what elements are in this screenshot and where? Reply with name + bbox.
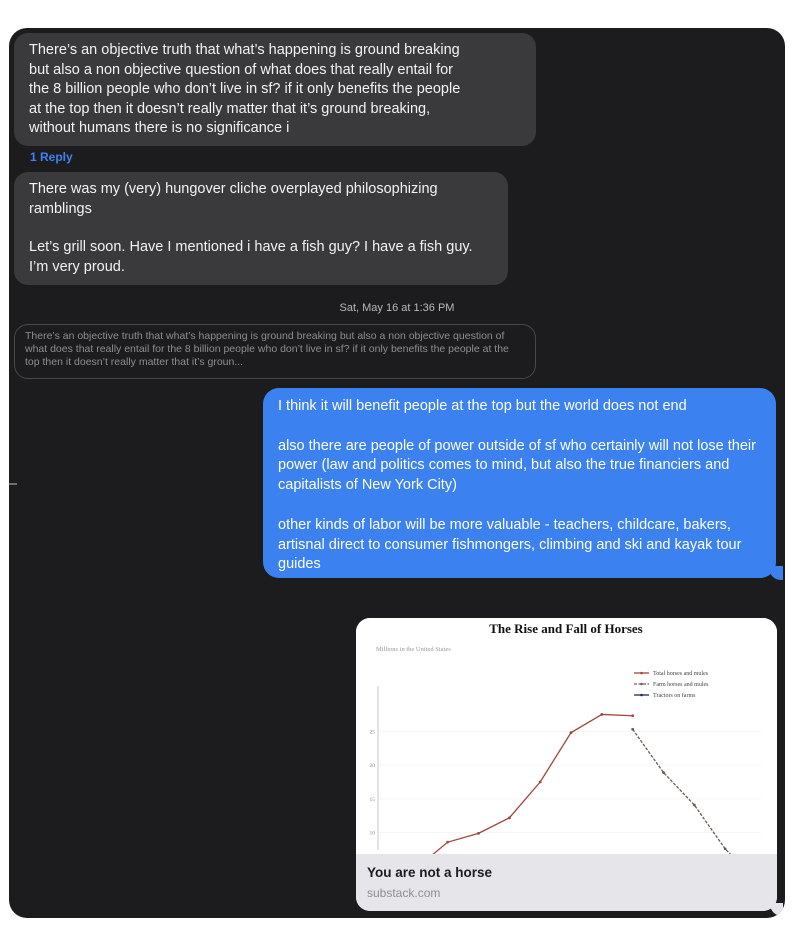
legend-label: Total horses and mules — [653, 671, 709, 677]
legend-label: Tractors on farms — [653, 693, 696, 699]
data-point — [570, 731, 573, 734]
message-bubble-incoming-1[interactable] — [14, 33, 536, 146]
chart-title: The Rise and Fall of Horses — [489, 621, 643, 636]
link-preview-footer — [356, 854, 777, 911]
message-paragraph: other kinds of labor will be more valuable - teachers, childcare, bakers, artisnal direct to consumer fishmongers, climbing and ski and kayak tour guides — [278, 516, 742, 573]
data-point — [446, 841, 449, 844]
data-point — [631, 714, 634, 717]
scroll-indicator — [9, 483, 17, 485]
legend-marker — [640, 672, 643, 675]
message-line: at the top then it doesn’t really matter that it’s ground breaking, — [29, 100, 431, 117]
data-point — [508, 816, 511, 819]
bubble-tail — [770, 903, 783, 916]
legend-label: Farm horses and mules — [653, 682, 709, 688]
y-tick-label: 20 — [369, 763, 375, 770]
message-line: the 8 billion people who don’t live in sf? if it only benefits the people — [29, 81, 461, 97]
legend-marker — [640, 694, 643, 697]
legend-marker — [640, 683, 643, 686]
message-bubble-incoming-2[interactable] — [14, 172, 508, 285]
message-line: without humans there is no significance i — [29, 120, 290, 136]
data-point — [693, 804, 696, 807]
link-domain: substack.com — [367, 886, 441, 900]
y-tick-label: 15 — [369, 796, 375, 803]
data-point — [724, 848, 727, 851]
thread-reply-link[interactable]: 1 Reply — [30, 150, 73, 164]
horses-chart — [356, 618, 777, 858]
message-paragraph: also there are people of power outside of sf who certainly will not lose their power (law and politics comes to mind, but also the true financiers and capitalists of New York City) — [278, 437, 756, 494]
data-point — [477, 832, 480, 835]
messages-window — [9, 28, 785, 918]
message-bubble-outgoing[interactable] — [263, 388, 776, 578]
message-paragraph: Let’s grill soon. Have I mentioned i have a fish guy? I have a fish guy. I’m very proud. — [29, 239, 473, 275]
link-preview-card[interactable] — [356, 618, 777, 911]
data-point — [662, 771, 665, 774]
message-paragraph: I think it will benefit people at the top but the world does not end — [278, 398, 687, 414]
message-timestamp: Sat, May 16 at 1:36 PM — [339, 302, 455, 314]
message-line: but also a non objective question of what does that really entail for — [29, 61, 453, 78]
data-point — [600, 713, 603, 716]
link-title: You are not a horse — [367, 865, 493, 880]
quoted-reply-preview[interactable]: There’s an objective truth that what’s happening is ground breaking but also a non objective question of what does that really entail for the 8 billion people who don’t live in sf? if it only benefits the people at the top then it doesn’t really matter that it’s groun... — [14, 324, 536, 379]
chart-subtitle: Millions in the United States — [376, 646, 451, 653]
bubble-tail — [769, 566, 783, 580]
data-point — [539, 781, 542, 784]
y-tick-label: 10 — [369, 830, 375, 837]
y-tick-label: 25 — [369, 729, 375, 736]
data-point — [631, 728, 634, 731]
message-paragraph: There was my (very) hungover cliche overplayed philosophizing ramblings — [29, 181, 438, 217]
message-line: There’s an objective truth that what’s happening is ground breaking — [29, 42, 460, 58]
